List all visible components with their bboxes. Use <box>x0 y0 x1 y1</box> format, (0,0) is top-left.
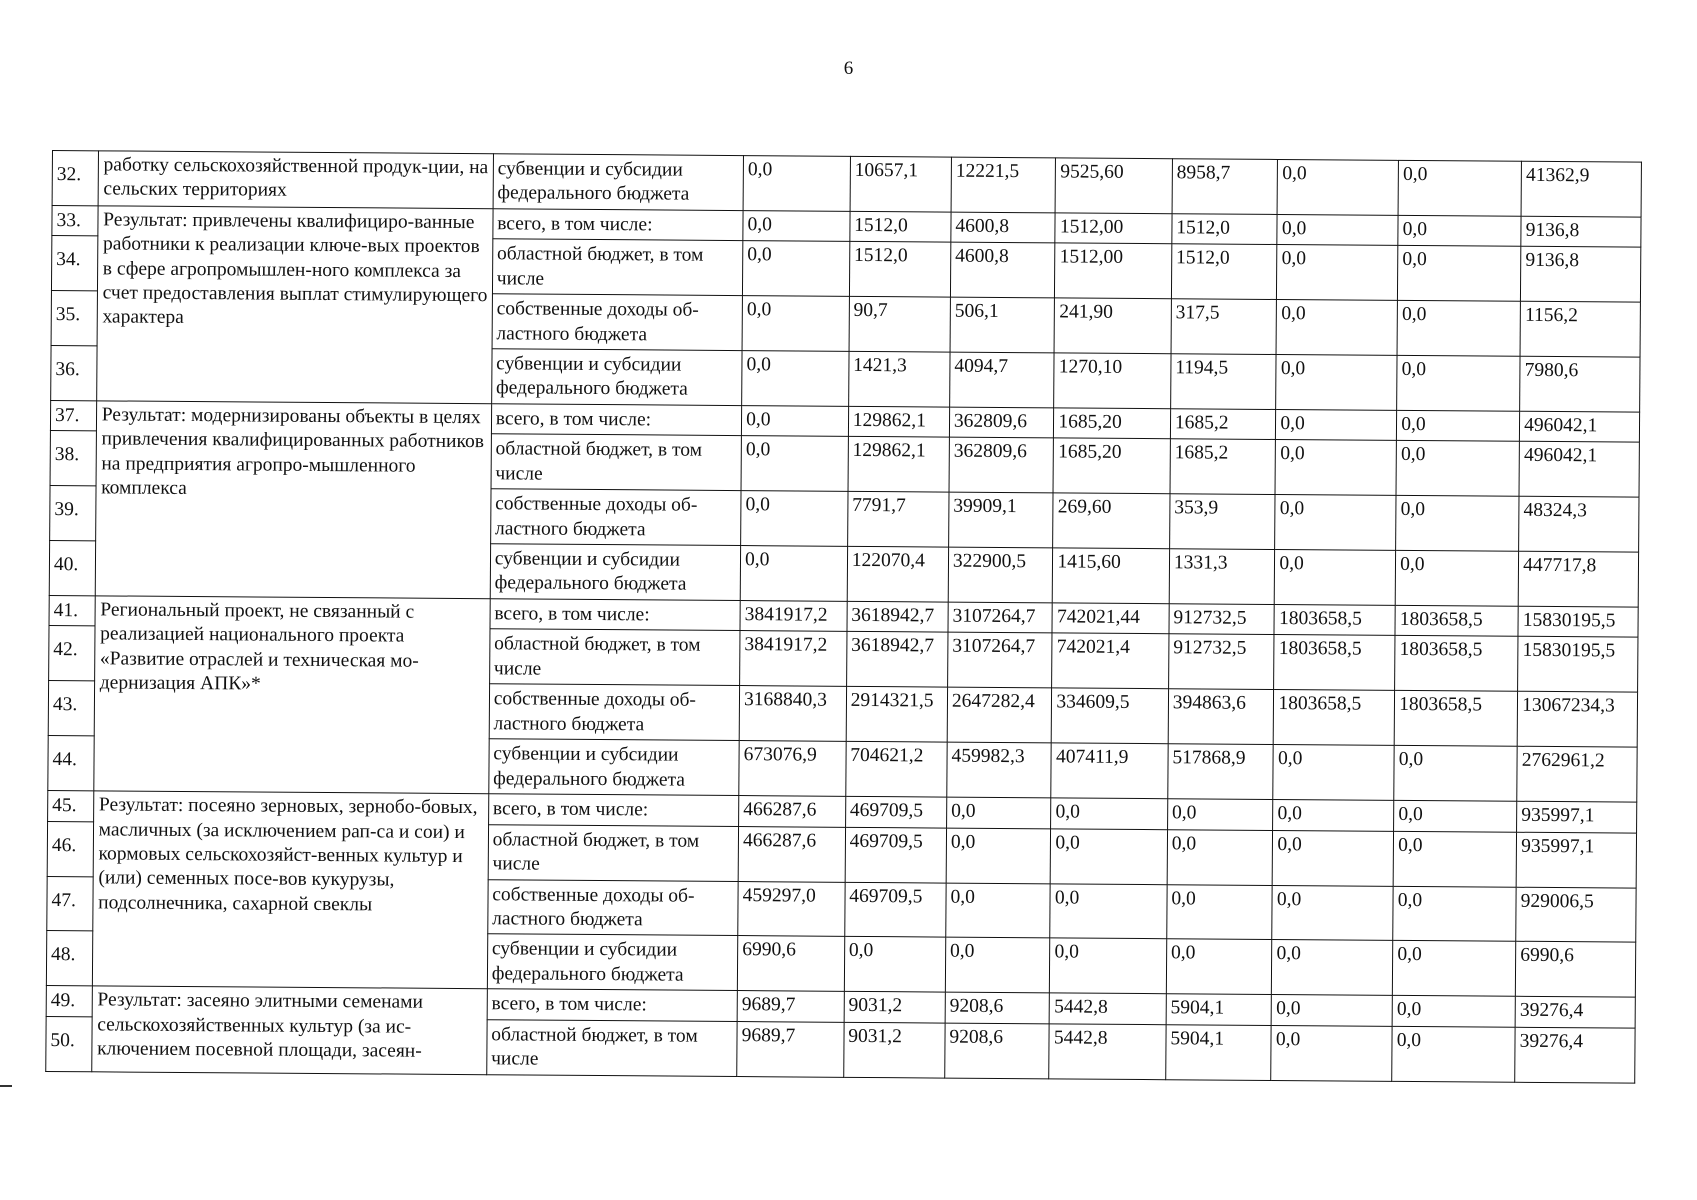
value-cell: 9208,6 <box>945 992 1050 1023</box>
value-cell: 15830195,5 <box>1518 606 1638 637</box>
row-number: 46. <box>47 821 93 876</box>
value-cell: 0,0 <box>1167 799 1273 830</box>
value-cell: 9031,2 <box>843 1022 945 1078</box>
value-cell: 353,9 <box>1169 494 1275 550</box>
value-cell: 496042,1 <box>1520 411 1640 442</box>
value-cell: 5904,1 <box>1166 1024 1272 1080</box>
value-cell: 0,0 <box>741 436 848 492</box>
row-number: 34. <box>51 236 97 291</box>
value-cell: 3618942,7 <box>847 601 948 632</box>
value-cell: 0,0 <box>1395 550 1518 606</box>
value-cell: 1331,3 <box>1169 549 1275 605</box>
funding-source: собственные доходы об-ластного бюджета <box>489 684 740 741</box>
value-cell: 2762961,2 <box>1517 746 1637 802</box>
value-cell: 5442,8 <box>1049 1023 1166 1079</box>
value-cell: 0,0 <box>1166 939 1272 995</box>
value-cell: 9208,6 <box>945 1023 1050 1079</box>
value-cell: 1156,2 <box>1520 301 1640 357</box>
value-cell: 0,0 <box>1275 495 1396 551</box>
value-cell: 0,0 <box>945 937 1050 993</box>
value-cell: 9689,7 <box>737 991 844 1022</box>
value-cell: 1803658,5 <box>1395 605 1518 636</box>
row-number: 44. <box>48 736 94 791</box>
activity-description: Региональный проект, не связанный с реализацией национального проекта «Развитие отраслей и техническая мо-дернизация АПК»* <box>94 596 490 794</box>
value-cell: 447717,8 <box>1518 551 1638 607</box>
value-cell: 0,0 <box>1398 245 1521 301</box>
value-cell: 929006,5 <box>1516 887 1636 943</box>
value-cell: 6990,6 <box>1516 942 1636 998</box>
value-cell: 459297,0 <box>738 881 845 937</box>
value-cell: 3107264,7 <box>948 602 1053 633</box>
value-cell: 39276,4 <box>1515 997 1635 1028</box>
value-cell: 0,0 <box>1398 160 1521 216</box>
value-cell: 13067234,3 <box>1517 692 1637 748</box>
value-cell: 0,0 <box>1396 441 1519 497</box>
funding-source: областной бюджет, в том числе <box>492 239 743 296</box>
value-cell: 0,0 <box>1275 440 1396 496</box>
value-cell: 41362,9 <box>1521 161 1641 217</box>
value-cell: 4600,8 <box>951 212 1056 243</box>
funding-source: собственные доходы об-ластного бюджета <box>492 294 743 351</box>
value-cell: 506,1 <box>950 297 1055 353</box>
funding-source: собственные доходы об-ластного бюджета <box>490 489 741 546</box>
value-cell: 1512,0 <box>849 241 951 297</box>
value-cell: 0,0 <box>1398 215 1521 246</box>
row-number: 47. <box>47 876 93 931</box>
funding-source: субвенции и субсидии федерального бюджета <box>490 544 741 601</box>
value-cell: 269,60 <box>1053 493 1170 549</box>
row-number: 48. <box>46 931 92 986</box>
value-cell: 704621,2 <box>846 741 948 797</box>
value-cell: 39276,4 <box>1515 1027 1635 1083</box>
row-number: 41. <box>49 595 95 626</box>
row-number: 35. <box>51 291 97 346</box>
value-cell: 459982,3 <box>947 742 1052 798</box>
value-cell: 394863,6 <box>1168 689 1274 745</box>
activity-description: работку сельскохозяйственной продук-ции, на сельских территориях <box>98 151 493 209</box>
value-cell: 935997,1 <box>1517 801 1637 832</box>
activity-description: Результат: привлечены квалифициро-ванные работники к реализации ключе-вых проектов в сфере агропромышлен-ного комплекса за счет предоставления выплат стимулирующего характера <box>96 206 492 404</box>
value-cell: 0,0 <box>1394 800 1517 831</box>
value-cell: 0,0 <box>1276 354 1397 410</box>
value-cell: 1685,2 <box>1170 409 1276 440</box>
value-cell: 1512,00 <box>1055 243 1172 299</box>
value-cell: 3841917,2 <box>740 601 847 632</box>
value-cell: 3841917,2 <box>740 631 847 687</box>
value-cell: 0,0 <box>742 405 849 436</box>
value-cell: 0,0 <box>1277 245 1398 301</box>
value-cell: 0,0 <box>1275 549 1396 605</box>
value-cell: 2914321,5 <box>846 687 948 742</box>
value-cell: 3168840,3 <box>739 686 846 742</box>
value-cell: 3618942,7 <box>846 632 948 688</box>
row-number: 38. <box>50 431 96 486</box>
row-number: 49. <box>46 986 92 1017</box>
value-cell: 673076,9 <box>739 741 846 797</box>
activity-description: Результат: засеяно элитными семенами сельскохозяйственных культур (за ис-ключением посевной площади, засеян- <box>91 986 487 1074</box>
value-cell: 0,0 <box>1273 745 1394 801</box>
value-cell: 0,0 <box>1392 996 1515 1027</box>
funding-source: всего, в том числе: <box>491 404 742 436</box>
value-cell: 0,0 <box>1397 410 1520 441</box>
value-cell: 469709,5 <box>844 882 946 937</box>
funding-source: областной бюджет, в том числе <box>488 824 739 881</box>
value-cell: 0,0 <box>1276 409 1397 440</box>
scan-edge-mark <box>0 1085 12 1087</box>
value-cell: 496042,1 <box>1519 442 1639 498</box>
value-cell: 362809,6 <box>949 407 1054 438</box>
value-cell: 7980,6 <box>1520 356 1640 412</box>
value-cell: 0,0 <box>946 883 1051 939</box>
row-number: 43. <box>48 681 94 736</box>
value-cell: 0,0 <box>1167 829 1273 885</box>
value-cell: 0,0 <box>1277 214 1398 245</box>
value-cell: 0,0 <box>740 546 847 602</box>
value-cell: 12221,5 <box>951 157 1056 213</box>
value-cell: 0,0 <box>1050 883 1167 939</box>
value-cell: 9525,60 <box>1055 158 1172 214</box>
row-number: 39. <box>50 486 96 541</box>
value-cell: 322900,5 <box>948 547 1053 603</box>
value-cell: 469709,5 <box>845 796 946 827</box>
value-cell: 0,0 <box>1393 886 1516 942</box>
value-cell: 7791,7 <box>847 492 949 547</box>
funding-source: субвенции и субсидии федерального бюджета <box>491 349 742 406</box>
funding-source: собственные доходы об-ластного бюджета <box>488 879 739 936</box>
value-cell: 466287,6 <box>739 796 846 827</box>
value-cell: 0,0 <box>743 241 850 297</box>
value-cell: 241,90 <box>1054 298 1171 354</box>
value-cell: 1685,20 <box>1054 408 1171 439</box>
funding-source: всего, в том числе: <box>487 989 738 1021</box>
value-cell: 912732,5 <box>1169 604 1275 635</box>
row-number: 33. <box>52 205 98 236</box>
value-cell: 0,0 <box>1397 300 1520 356</box>
value-cell: 0,0 <box>1050 938 1167 994</box>
value-cell: 122070,4 <box>847 546 949 602</box>
value-cell: 1685,20 <box>1053 438 1170 494</box>
value-cell: 517868,9 <box>1168 744 1274 800</box>
funding-source: субвенции и субсидии федерального бюджета <box>493 154 744 211</box>
value-cell: 1512,0 <box>1171 244 1277 300</box>
value-cell: 3107264,7 <box>948 632 1053 688</box>
value-cell: 2647282,4 <box>947 687 1052 743</box>
value-cell: 0,0 <box>1393 941 1516 997</box>
value-cell: 0,0 <box>1396 496 1519 552</box>
value-cell: 48324,3 <box>1519 497 1639 553</box>
value-cell: 407411,9 <box>1051 743 1168 799</box>
row-number: 42. <box>49 626 95 681</box>
value-cell: 9689,7 <box>737 1021 844 1077</box>
funding-source: областной бюджет, в том числе <box>491 434 742 491</box>
value-cell: 129862,1 <box>848 406 949 437</box>
value-cell: 1512,0 <box>850 211 951 242</box>
value-cell: 9136,8 <box>1521 216 1641 247</box>
value-cell: 4094,7 <box>950 352 1055 408</box>
value-cell: 0,0 <box>743 156 850 212</box>
funding-source: субвенции и субсидии федерального бюджета <box>489 739 740 796</box>
value-cell: 129862,1 <box>848 437 950 493</box>
value-cell: 0,0 <box>1276 300 1397 356</box>
value-cell: 1803658,5 <box>1274 604 1395 635</box>
activity-description: Результат: модернизированы объекты в целях привлечения квалифицированных работников на предприятия агропро-мышленного комплекса <box>95 401 491 599</box>
value-cell: 15830195,5 <box>1518 637 1638 693</box>
value-cell: 0,0 <box>1271 1025 1392 1081</box>
value-cell: 0,0 <box>1397 355 1520 411</box>
value-cell: 1194,5 <box>1170 354 1276 410</box>
value-cell: 1512,0 <box>1172 213 1278 244</box>
activity-description: Результат: посеяно зерновых, зернобо-бовых, масличных (за исключением рап-са и сои) и кормовых сельскохозяйст-венных культур и (или) семенных посе-вов кукурузы, подсолнечника, сахарной свеклы <box>92 791 488 989</box>
row-number: 45. <box>48 791 94 822</box>
value-cell: 0,0 <box>741 491 848 547</box>
value-cell: 1685,2 <box>1170 439 1276 495</box>
value-cell: 0,0 <box>946 828 1051 884</box>
value-cell: 0,0 <box>1273 800 1394 831</box>
page-number: 6 <box>843 58 854 79</box>
row-number: 40. <box>49 540 95 595</box>
value-cell: 742021,44 <box>1052 603 1169 634</box>
budget-table <box>45 150 1642 1083</box>
value-cell: 0,0 <box>1394 745 1517 801</box>
value-cell: 0,0 <box>1051 798 1168 829</box>
value-cell: 1270,10 <box>1054 353 1171 409</box>
value-cell: 0,0 <box>743 210 850 241</box>
value-cell: 9031,2 <box>844 992 945 1023</box>
value-cell: 5442,8 <box>1050 993 1167 1024</box>
value-cell: 317,5 <box>1171 299 1277 355</box>
value-cell: 0,0 <box>1272 885 1393 941</box>
value-cell: 334609,5 <box>1052 688 1169 744</box>
value-cell: 0,0 <box>1167 884 1273 940</box>
value-cell: 1803658,5 <box>1395 636 1518 692</box>
funding-source: областной бюджет, в том числе <box>489 629 740 686</box>
row-number: 50. <box>46 1016 92 1071</box>
value-cell: 0,0 <box>1272 940 1393 996</box>
value-cell: 469709,5 <box>845 827 947 883</box>
value-cell: 1421,3 <box>848 351 950 407</box>
value-cell: 912732,5 <box>1168 634 1274 690</box>
row-number: 37. <box>50 400 96 431</box>
value-cell: 6990,6 <box>737 936 844 992</box>
value-cell: 0,0 <box>1273 830 1394 886</box>
value-cell: 0,0 <box>742 350 849 406</box>
funding-source: субвенции и субсидии федерального бюджета <box>487 934 738 991</box>
value-cell: 0,0 <box>946 797 1051 828</box>
value-cell: 362809,6 <box>949 437 1054 493</box>
funding-source: всего, в том числе: <box>490 599 741 631</box>
value-cell: 8958,7 <box>1172 159 1278 215</box>
value-cell: 0,0 <box>1392 1026 1515 1082</box>
value-cell: 0,0 <box>1272 995 1393 1026</box>
value-cell: 1803658,5 <box>1274 635 1395 691</box>
value-cell: 466287,6 <box>738 826 845 882</box>
value-cell: 0,0 <box>1393 831 1516 887</box>
value-cell: 39909,1 <box>949 492 1054 548</box>
row-number: 36. <box>51 345 97 400</box>
value-cell: 1803658,5 <box>1394 691 1517 747</box>
value-cell: 0,0 <box>844 937 946 993</box>
value-cell: 0,0 <box>1051 828 1168 884</box>
value-cell: 1512,00 <box>1055 213 1172 244</box>
value-cell: 935997,1 <box>1516 832 1636 888</box>
value-cell: 0,0 <box>742 296 849 352</box>
row-number: 32. <box>52 151 98 206</box>
value-cell: 0,0 <box>1277 159 1398 215</box>
value-cell: 4600,8 <box>950 242 1055 298</box>
funding-source: областной бюджет, в том числе <box>487 1019 738 1076</box>
value-cell: 90,7 <box>849 296 951 351</box>
funding-source: всего, в том числе: <box>493 208 744 240</box>
value-cell: 742021,4 <box>1052 633 1169 689</box>
value-cell: 10657,1 <box>850 156 952 211</box>
funding-source: всего, в том числе: <box>488 794 739 826</box>
value-cell: 9136,8 <box>1521 246 1641 302</box>
value-cell: 1415,60 <box>1053 548 1170 604</box>
value-cell: 5904,1 <box>1166 994 1272 1025</box>
value-cell: 1803658,5 <box>1274 690 1395 746</box>
